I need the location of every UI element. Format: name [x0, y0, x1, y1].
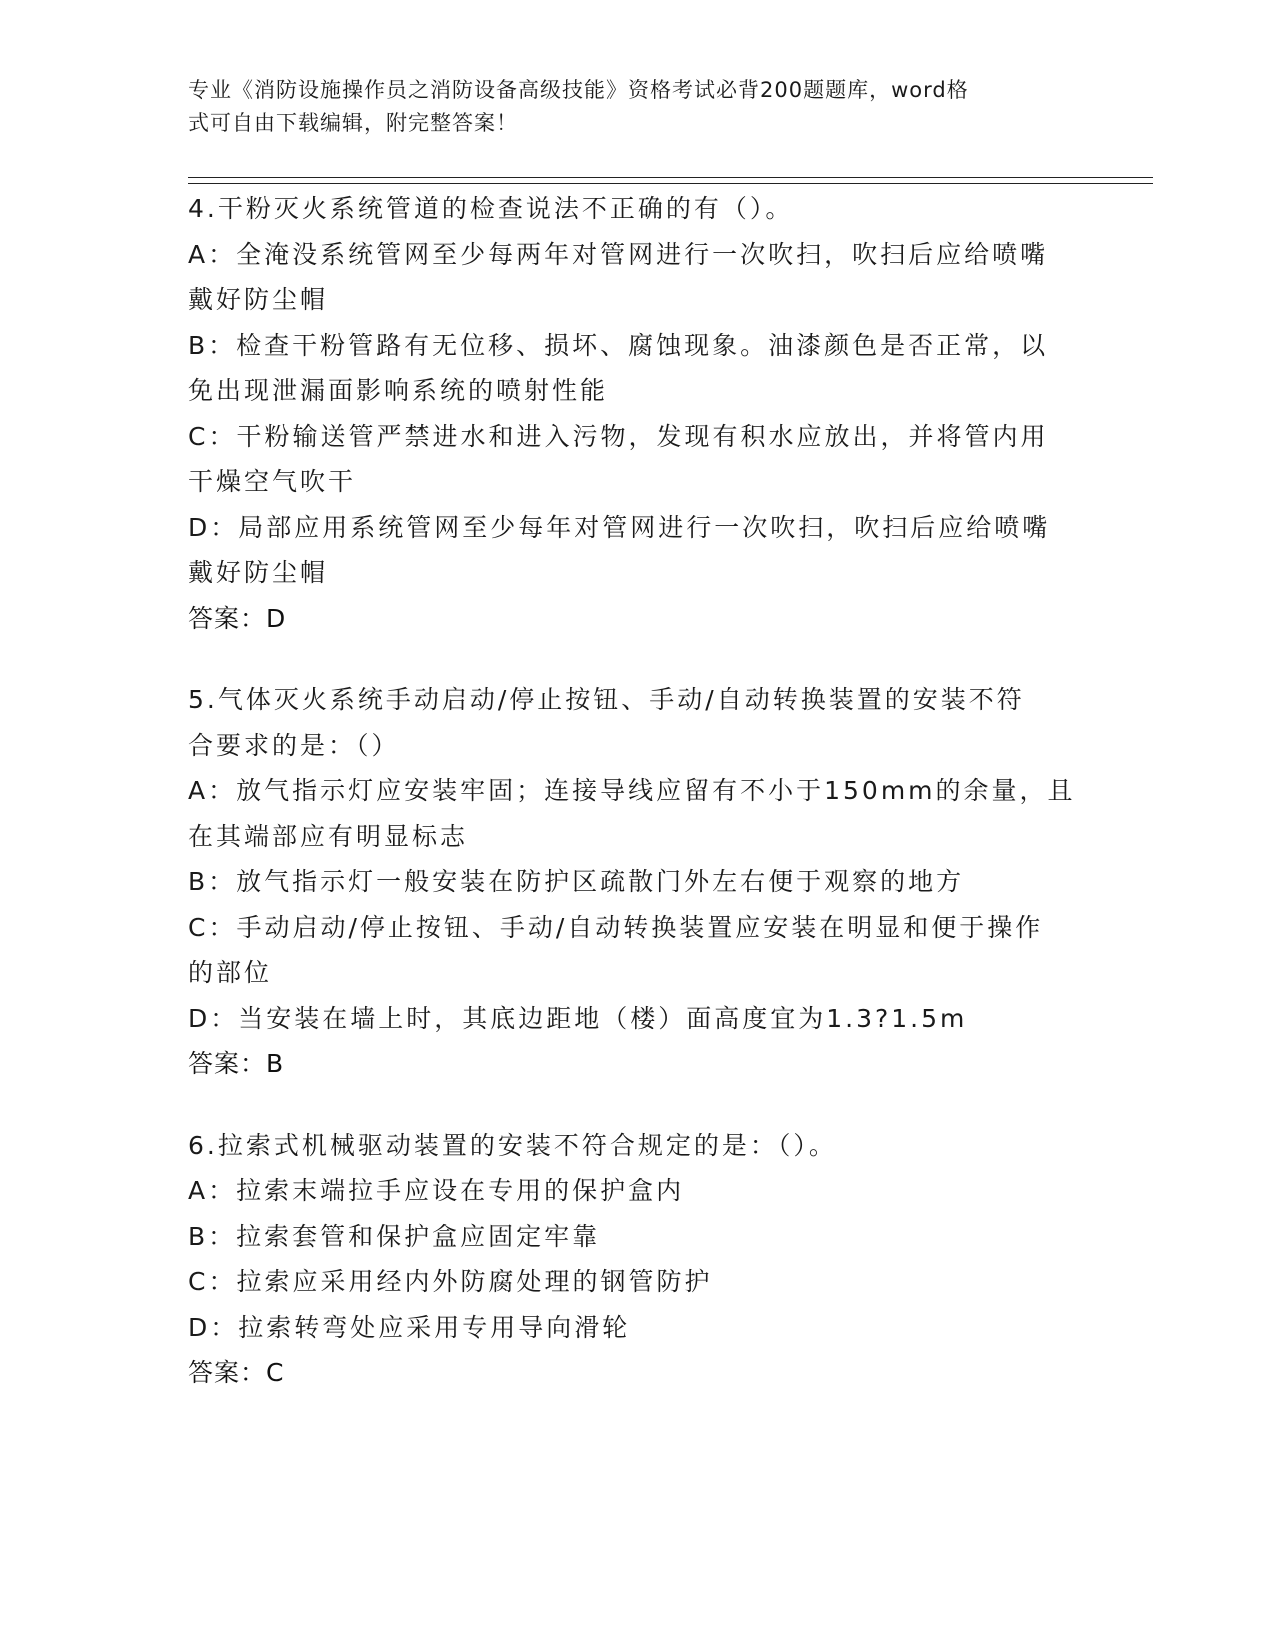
question-5-option-c-cont: 的部位	[188, 958, 273, 987]
question-spacer	[188, 1087, 1088, 1123]
question-6-option-b: B：拉索套管和保护盒应固定牢靠	[188, 1221, 601, 1251]
question-4-option-a: A：全淹没系统管网至少每两年对管网进行一次吹扫，吹扫后应给喷嘴	[188, 239, 1049, 269]
question-4-option-c: C：干粉输送管严禁进水和进入污物，发现有积水应放出，并将管内用	[188, 421, 1049, 451]
question-6	[188, 1123, 1088, 1396]
header-line-1: 专业《消防设施操作员之消防设备高级技能》资格考试必背200题题库，word格	[188, 78, 969, 102]
question-4-option-a-cont: 戴好防尘帽	[188, 285, 329, 314]
question-4	[188, 186, 1088, 641]
question-6-stem: 6.拉索式机械驱动装置的安装不符合规定的是：（）。	[188, 1130, 837, 1160]
question-spacer	[188, 641, 1088, 677]
question-5-option-a: A：放气指示灯应安装牢固；连接导线应留有不小于150mm的余量，且	[188, 776, 1076, 805]
question-4-option-d-cont: 戴好防尘帽	[188, 558, 329, 587]
question-4-option-b-cont: 免出现泄漏面影响系统的喷射性能	[188, 376, 609, 405]
document-header	[188, 74, 1068, 140]
question-list	[188, 186, 1088, 1396]
question-5	[188, 677, 1088, 1087]
question-6-answer: 答案：C	[188, 1358, 285, 1387]
header-divider-bottom	[188, 183, 1153, 184]
question-6-option-a: A：拉索末端拉手应设在专用的保护盒内	[188, 1176, 685, 1205]
question-6-option-d: D：拉索转弯处应采用专用导向滑轮	[188, 1312, 631, 1342]
question-5-option-a-cont: 在其端部应有明显标志	[188, 821, 469, 851]
question-4-stem: 4.干粉灭火系统管道的检查说法不正确的有（）。	[188, 194, 794, 223]
question-5-option-d: D：当安装在墙上时，其底边距地（楼）面高度宜为1.3?1.5m	[188, 1003, 968, 1033]
header-line-2: 式可自由下载编辑，附完整答案！	[188, 111, 518, 135]
question-5-option-b: B：放气指示灯一般安装在防护区疏散门外左右便于观察的地方	[188, 867, 965, 896]
question-4-option-d: D：局部应用系统管网至少每年对管网进行一次吹扫，吹扫后应给喷嘴	[188, 512, 1051, 542]
question-5-stem-cont: 合要求的是：（）	[188, 730, 400, 760]
question-5-option-c: C：手动启动/停止按钮、手动/自动转换装置应安装在明显和便于操作	[188, 912, 1044, 942]
question-4-option-c-cont: 干燥空气吹干	[188, 467, 357, 496]
question-4-option-b: B：检查干粉管路有无位移、损坏、腐蚀现象。油漆颜色是否正常，以	[188, 330, 1049, 360]
question-5-stem: 5.气体灭火系统手动启动/停止按钮、手动/自动转换装置的安装不符	[188, 685, 1025, 714]
question-5-answer: 答案：B	[188, 1049, 285, 1078]
question-6-option-c: C：拉索应采用经内外防腐处理的钢管防护	[188, 1267, 713, 1296]
question-4-answer: 答案：D	[188, 603, 287, 633]
header-divider-top	[188, 177, 1153, 178]
